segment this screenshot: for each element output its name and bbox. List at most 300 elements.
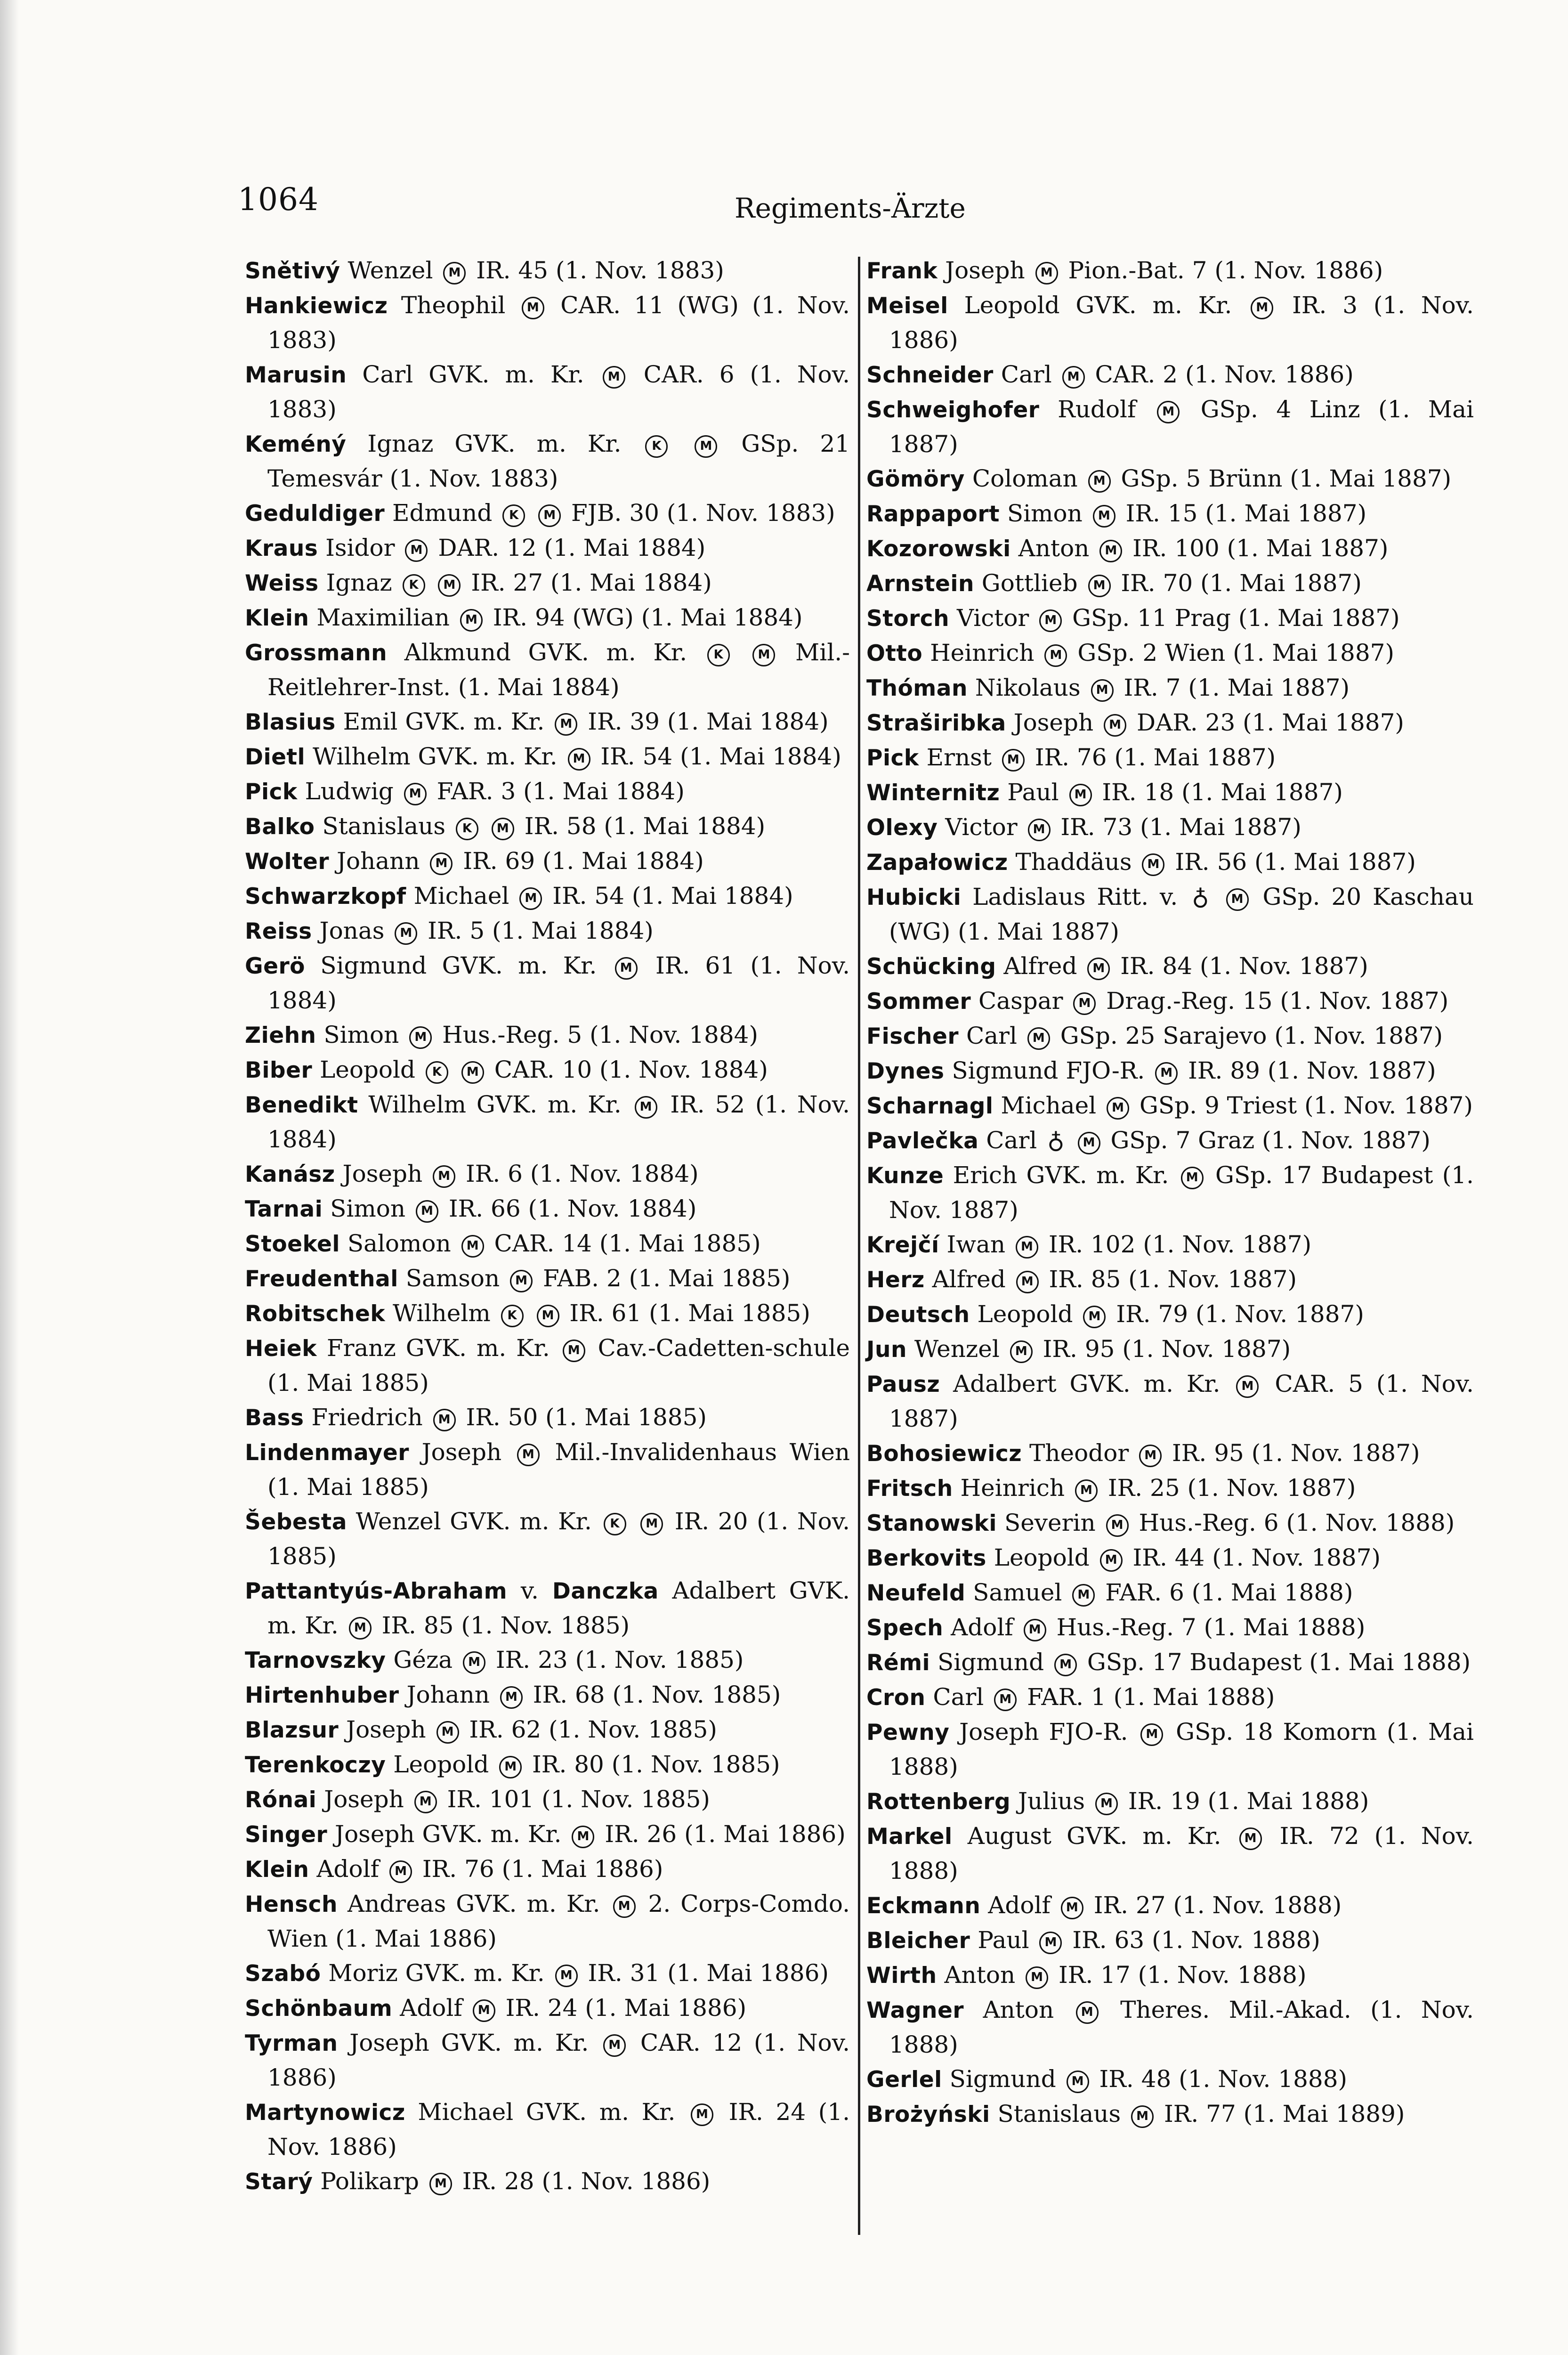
entry-text: Ignaz GVK. m. Kr. — [346, 430, 643, 457]
entry-text: Wenzel GVK. m. Kr. — [347, 1508, 601, 1535]
register-entry — [866, 288, 1474, 357]
surname: Sommer — [866, 989, 971, 1015]
entry-text: GSp. 25 Sarajevo (1. Nov. 1887) — [1052, 1022, 1443, 1049]
surname: Wirth — [866, 1963, 937, 1989]
register-entry — [245, 2026, 850, 2095]
register-entry — [245, 914, 850, 949]
military-merit-icon: M — [517, 1444, 540, 1466]
register-entry — [245, 1435, 850, 1504]
entry-text — [733, 639, 750, 666]
entry-text: IR. 101 (1. Nov. 1885) — [439, 1786, 710, 1813]
register-entry — [245, 1400, 850, 1435]
surname: Benedikt — [245, 1092, 358, 1118]
register-entry — [866, 1332, 1474, 1367]
surname: Wagner — [866, 1998, 964, 2023]
surname: Markel — [866, 1824, 953, 1850]
entry-text — [1067, 1127, 1075, 1154]
register-entry — [866, 1123, 1474, 1158]
surname: Hirtenhuber — [245, 1682, 399, 1708]
entry-text: Adalbert GVK. m. Kr. — [267, 1577, 850, 1639]
entry-text — [428, 569, 436, 596]
entry-text: IR. 23 (1. Nov. 1885) — [488, 1646, 744, 1673]
entry-text: Leopold GVK. m. Kr. — [948, 292, 1248, 319]
entry-text: Ernst — [919, 744, 999, 771]
surname: Weiss — [245, 570, 319, 596]
military-merit-icon: M — [1075, 1479, 1098, 1502]
entry-text: Wenzel — [906, 1335, 1007, 1363]
register-entry — [866, 392, 1474, 462]
entry-text: Adolf — [943, 1614, 1021, 1641]
register-entry — [245, 1643, 850, 1678]
entry-text: FJB. 30 (1. Nov. 1883) — [564, 499, 835, 527]
surname: Pattantyús-Abraham — [245, 1578, 508, 1604]
register-entry — [245, 1574, 850, 1643]
entry-text: Ignaz — [318, 569, 400, 596]
military-merit-icon: M — [613, 1895, 636, 1918]
surname: Kunze — [866, 1163, 944, 1189]
entry-text: IR. 54 (1. Mai 1884) — [545, 882, 793, 910]
entry-text: Heinrich — [953, 1474, 1072, 1502]
military-merit-icon: M — [395, 922, 417, 945]
surname: Neufeld — [866, 1580, 966, 1606]
register-entry — [245, 1053, 850, 1088]
entry-text: Johann — [399, 1681, 497, 1708]
entry-text: Rudolf — [1039, 396, 1155, 423]
entry-text: Paul — [1000, 779, 1067, 806]
military-merit-icon: M — [1062, 366, 1085, 389]
surname: Kozorowski — [866, 536, 1011, 562]
entry-text: IR. 80 (1. Nov. 1885) — [525, 1751, 780, 1778]
register-entry — [245, 635, 850, 705]
military-merit-icon: M — [1002, 749, 1025, 771]
military-merit-icon: M — [1026, 1966, 1048, 1989]
register-entry — [245, 1956, 850, 1991]
entry-text: Alfred — [996, 952, 1085, 980]
entry-text: Victor — [949, 604, 1037, 632]
entry-text: FAR. 6 (1. Mai 1888) — [1098, 1579, 1353, 1606]
surname: Freudenthal — [245, 1266, 398, 1292]
register-entry — [866, 1888, 1474, 1923]
entry-text: Wilhelm — [385, 1299, 498, 1327]
surname: Bleicher — [866, 1928, 970, 1954]
left-column — [245, 253, 850, 2199]
entry-text: IR. 72 (1. Nov. 1888) — [889, 1822, 1474, 1884]
entry-text: Leopold — [386, 1751, 497, 1778]
register-entry — [866, 1645, 1474, 1680]
entry-text: DAR. 12 (1. Mai 1884) — [430, 534, 706, 561]
military-merit-icon: M — [436, 1721, 459, 1744]
entry-text: Mil.-Invalidenhaus Wien (1. Mai 1885) — [267, 1438, 850, 1501]
entry-text: Isidor — [318, 534, 403, 561]
entry-text: Anton — [937, 1961, 1023, 1989]
entry-text: GSp. 11 Prag (1. Mai 1887) — [1065, 604, 1400, 632]
entry-text: Joseph — [409, 1438, 514, 1466]
surname: Balko — [245, 814, 315, 840]
register-entry — [866, 1367, 1474, 1436]
surname: Pavlečka — [866, 1128, 979, 1154]
war-decoration-icon: K — [501, 1305, 524, 1327]
surname: Schweighofer — [866, 397, 1040, 423]
surname: Meisel — [866, 293, 948, 319]
surname: Gerö — [245, 953, 305, 979]
entry-text: IR. 85 (1. Nov. 1887) — [1041, 1266, 1297, 1293]
surname: Robitschek — [245, 1301, 386, 1327]
register-entry — [245, 357, 850, 427]
military-merit-icon: M — [1087, 958, 1110, 980]
register-entry — [245, 1504, 850, 1574]
military-merit-icon: M — [1099, 540, 1122, 562]
entry-text: Anton — [1010, 535, 1097, 562]
register-entry — [866, 462, 1474, 496]
surname: Pewny — [866, 1720, 950, 1746]
war-decoration-icon: K — [707, 644, 730, 666]
register-entry — [866, 1297, 1474, 1332]
register-entry — [866, 810, 1474, 845]
register-entry — [866, 601, 1474, 636]
entry-text: IR. 26 (1. Mai 1886) — [597, 1820, 846, 1848]
military-merit-icon: M — [1061, 1897, 1083, 1919]
entry-text: Sigmund — [942, 2065, 1064, 2093]
register-entry — [245, 566, 850, 601]
war-decoration-icon: K — [426, 1061, 448, 1084]
entry-text: Joseph — [938, 257, 1033, 284]
surname: Brożyński — [866, 2102, 990, 2128]
military-merit-icon: M — [461, 1061, 484, 1084]
entry-text: Theodor — [1022, 1439, 1137, 1467]
military-merit-icon: M — [1131, 2105, 1154, 2128]
entry-text: IR. 3 (1. Nov. 1886) — [889, 292, 1474, 354]
entry-text: Moriz GVK. m. Kr. — [321, 1959, 552, 1987]
register-entry — [866, 496, 1474, 531]
entry-text: IR. 39 (1. Mai 1884) — [580, 708, 829, 735]
register-entry — [866, 1506, 1474, 1541]
entry-text: IR. 31 (1. Mai 1886) — [580, 1959, 829, 1987]
military-merit-icon: M — [537, 1305, 559, 1327]
register-entry — [245, 1713, 850, 1747]
entry-text: Ludwig — [297, 778, 401, 805]
surname: Martynowicz — [245, 2100, 405, 2126]
entry-text: IR. 25 (1. Nov. 1887) — [1100, 1474, 1356, 1502]
entry-text: Michael — [993, 1092, 1104, 1119]
entry-text: IR. 73 (1. Mai 1887) — [1053, 813, 1301, 841]
entry-text: Cav.-Cadetten-schule (1. Mai 1885) — [267, 1334, 850, 1397]
entry-text: GSp. 17 Budapest (1. Nov. 1887) — [889, 1161, 1474, 1224]
surname: Schneider — [866, 362, 994, 388]
entry-text: Wenzel — [340, 257, 441, 284]
military-merit-icon: M — [603, 2034, 626, 2057]
entry-text: Salomon — [339, 1230, 459, 1257]
military-merit-icon: M — [1139, 1445, 1162, 1467]
entry-text: Leopold — [312, 1056, 423, 1083]
entry-text — [451, 1056, 459, 1083]
entry-text: Pion.-Bat. 7 (1. Nov. 1886) — [1060, 257, 1383, 284]
surname: Jun — [866, 1337, 907, 1363]
entry-text: Nikolaus — [967, 674, 1088, 701]
entry-text — [1212, 883, 1223, 910]
military-merit-icon: M — [389, 1860, 412, 1883]
war-decoration-icon: K — [403, 574, 425, 597]
register-entry — [866, 1227, 1474, 1262]
entry-text: Adolf — [980, 1892, 1058, 1919]
surname: Marusin — [245, 362, 347, 388]
surname: Gerlel — [866, 2067, 942, 2093]
entry-text: Michael — [406, 882, 517, 910]
surname: Straširibka — [866, 710, 1006, 736]
entry-text: Joseph FJO-R. — [949, 1718, 1138, 1746]
entry-text: Hus.-Reg. 6 (1. Nov. 1888) — [1131, 1509, 1455, 1536]
entry-text: IR. 70 (1. Mai 1887) — [1113, 569, 1362, 597]
surname: Schwarzkopf — [245, 884, 406, 910]
entry-text: IR. 62 (1. Nov. 1885) — [461, 1716, 717, 1743]
register-entry — [866, 1958, 1474, 1993]
entry-text: IR. 102 (1. Nov. 1887) — [1041, 1231, 1312, 1258]
military-merit-icon: M — [510, 1270, 533, 1292]
entry-text: IR. 5 (1. Mai 1884) — [420, 917, 654, 944]
surname: Klein — [245, 605, 309, 631]
surname: Ziehn — [245, 1023, 316, 1048]
entry-text: IR. 24 (1. Nov. 1886) — [267, 2098, 850, 2160]
register-entry — [866, 1610, 1474, 1645]
register-entry — [245, 1088, 850, 1157]
military-merit-icon: M — [473, 1999, 495, 2022]
military-merit-icon: M — [615, 957, 638, 980]
military-merit-icon: M — [1054, 1654, 1077, 1676]
surname: Bohosiewicz — [866, 1441, 1022, 1467]
military-merit-icon: M — [1083, 1306, 1106, 1328]
surname: Spech — [866, 1615, 944, 1641]
register-entry — [866, 880, 1474, 949]
military-merit-icon: M — [492, 818, 514, 840]
entry-text: FAR. 1 (1. Mai 1888) — [1019, 1683, 1275, 1711]
military-merit-icon: M — [349, 1617, 372, 1640]
military-merit-icon: M — [1088, 575, 1111, 597]
entry-text: Gottlieb — [974, 569, 1085, 597]
register-entry — [866, 566, 1474, 601]
surname: Schücking — [866, 954, 996, 980]
military-merit-icon: M — [555, 713, 577, 736]
entry-text: Simon — [1000, 500, 1090, 527]
register-entry — [245, 253, 850, 288]
military-merit-icon: M — [568, 748, 590, 771]
register-entry — [245, 774, 850, 809]
military-merit-icon: M — [416, 1200, 438, 1223]
entry-text: FAB. 2 (1. Mai 1885) — [535, 1265, 791, 1292]
military-merit-icon: M — [460, 609, 483, 632]
military-merit-icon: M — [691, 2103, 713, 2126]
register-entry — [866, 1471, 1474, 1506]
military-merit-icon: M — [1100, 1549, 1123, 1572]
entry-text: Samuel — [965, 1579, 1070, 1606]
military-merit-icon: M — [1073, 992, 1096, 1015]
register-entry — [866, 2097, 1474, 2132]
entry-text: IR. 24 (1. Mai 1886) — [498, 1994, 747, 2022]
register-entry — [245, 1678, 850, 1713]
entry-text: IR. 28 (1. Nov. 1886) — [454, 2168, 711, 2195]
military-merit-icon: M — [1076, 2001, 1099, 2024]
register-entry — [245, 1192, 850, 1226]
surname: Klein — [245, 1857, 309, 1883]
entry-text: IR. 45 (1. Nov. 1883) — [469, 257, 724, 284]
surname: Krejčí — [866, 1232, 939, 1258]
entry-text: IR. 94 (WG) (1. Mai 1884) — [485, 604, 803, 631]
entry-text: Severin — [997, 1509, 1103, 1536]
register-entry — [866, 2062, 1474, 2097]
register-entry — [245, 2095, 850, 2164]
entry-text — [671, 430, 692, 457]
register-entry — [866, 740, 1474, 775]
entry-text: Maximilian — [309, 604, 457, 631]
register-entry — [245, 1782, 850, 1817]
entry-text: Carl — [925, 1683, 992, 1711]
entry-text: CAR. 2 (1. Nov. 1886) — [1087, 361, 1354, 388]
military-merit-icon: M — [414, 1791, 437, 1813]
entry-text: Simon — [323, 1195, 413, 1222]
register-entry — [245, 1226, 850, 1261]
entry-text: IR. 63 (1. Nov. 1888) — [1065, 1926, 1320, 1954]
military-merit-icon: M — [572, 1826, 594, 1848]
register-entry — [245, 1991, 850, 2026]
military-merit-icon: M — [1067, 2071, 1089, 2093]
entry-text: Adolf — [392, 1994, 470, 2022]
military-merit-icon: M — [522, 297, 544, 319]
surname: Hensch — [245, 1892, 338, 1917]
entry-text: Sigmund GVK. m. Kr. — [305, 952, 612, 979]
military-merit-icon: M — [404, 783, 427, 805]
surname: Tarnovszky — [245, 1648, 386, 1673]
entry-text: IR. 19 (1. Mai 1888) — [1120, 1787, 1369, 1815]
register-entry — [245, 427, 850, 496]
military-merit-icon: M — [1044, 644, 1067, 667]
register-entry — [866, 1158, 1474, 1227]
register-entry — [245, 809, 850, 844]
entry-text: IR. 18 (1. Mai 1887) — [1094, 779, 1343, 806]
register-entry — [866, 1436, 1474, 1471]
surname: Kraus — [245, 536, 318, 561]
military-merit-icon: M — [1078, 1132, 1100, 1154]
entry-text: GSp. 17 Budapest (1. Mai 1888) — [1080, 1648, 1471, 1676]
military-merit-icon: M — [1069, 784, 1092, 806]
register-entry — [866, 253, 1474, 288]
military-merit-icon: M — [1039, 609, 1062, 632]
entry-text: Caspar — [971, 987, 1071, 1015]
military-merit-icon: M — [433, 1409, 456, 1431]
entry-text: Edmund — [385, 499, 500, 527]
entry-text: v. — [507, 1577, 552, 1604]
entry-text: Victor — [938, 813, 1025, 841]
register-entry — [866, 775, 1474, 810]
entry-text: Stanislaus — [315, 812, 453, 840]
entry-text: IR. 95 (1. Nov. 1887) — [1164, 1439, 1420, 1467]
entry-text: Erich GVK. m. Kr. — [944, 1161, 1178, 1189]
entry-text: DAR. 23 (1. Mai 1887) — [1129, 709, 1404, 736]
surname: Otto — [866, 641, 923, 666]
entry-text: Emil GVK. m. Kr. — [335, 708, 552, 735]
military-merit-icon: M — [1106, 1514, 1129, 1537]
register-entry — [866, 1575, 1474, 1610]
military-merit-icon: M — [1093, 505, 1115, 528]
surname: Šebesta — [245, 1509, 347, 1535]
entry-text: IR. 15 (1. Mai 1887) — [1118, 500, 1367, 527]
entry-text: Carl — [993, 361, 1059, 388]
register-entry — [866, 1819, 1474, 1888]
entry-text: Michael GVK. m. Kr. — [405, 2098, 688, 2126]
entry-text — [629, 1508, 638, 1535]
register-entry — [866, 706, 1474, 740]
entry-text: GSp. 2 Wien (1. Mai 1887) — [1070, 639, 1394, 666]
entry-text: IR. 68 (1. Nov. 1885) — [525, 1681, 781, 1708]
military-merit-icon: M — [1035, 262, 1058, 284]
entry-text — [526, 1299, 534, 1327]
register-entry — [866, 1054, 1474, 1088]
register-entry — [866, 1715, 1474, 1784]
entry-text: IR. 27 (1. Nov. 1888) — [1086, 1892, 1342, 1919]
register-entry — [245, 879, 850, 914]
order-cross-icon: ♁ — [1047, 1127, 1065, 1154]
surname: Fischer — [866, 1023, 959, 1049]
military-merit-icon: M — [499, 1756, 522, 1778]
military-merit-icon: M — [1016, 1236, 1038, 1259]
surname: Dynes — [866, 1058, 945, 1084]
entry-text: IR. 56 (1. Mai 1887) — [1167, 848, 1416, 876]
entry-text: Carl — [959, 1022, 1025, 1049]
entry-text: Theophil — [388, 292, 519, 319]
surname: Starý — [245, 2169, 313, 2195]
entry-text: Hus.-Reg. 5 (1. Nov. 1884) — [435, 1021, 758, 1048]
register-entry — [245, 1852, 850, 1887]
column-divider — [858, 257, 860, 2235]
entry-text: Stanislaus — [990, 2100, 1129, 2128]
military-merit-icon: M — [635, 1096, 657, 1119]
entry-text: IR. 48 (1. Nov. 1888) — [1091, 2065, 1348, 2093]
entry-text: FAR. 3 (1. Mai 1884) — [429, 778, 685, 805]
surname: Rottenberg — [866, 1789, 1011, 1815]
entry-text: Joseph — [339, 1716, 434, 1743]
surname: Tarnai — [245, 1196, 323, 1222]
entry-text: IR. 89 (1. Nov. 1887) — [1180, 1057, 1436, 1084]
military-merit-icon: M — [1027, 1027, 1050, 1050]
military-merit-icon: M — [443, 262, 466, 284]
register-entry — [866, 531, 1474, 566]
entry-text: GSp. 20 Kaschau (WG) (1. Mai 1887) — [889, 883, 1474, 945]
register-entry — [245, 705, 850, 739]
military-merit-icon: M — [752, 644, 775, 666]
entry-text: Anton — [964, 1996, 1073, 2023]
page-number: 1064 — [238, 181, 319, 218]
entry-text: CAR. 5 (1. Nov. 1887) — [889, 1370, 1474, 1432]
entry-text: IR. 61 (1. Nov. 1884) — [267, 952, 850, 1014]
entry-text: Johann — [329, 847, 428, 875]
war-decoration-icon: K — [645, 435, 668, 458]
register-entry — [245, 2164, 850, 2199]
surname: Rónai — [245, 1787, 317, 1813]
entry-text: CAR. 14 (1. Mai 1885) — [486, 1230, 761, 1257]
register-entry — [245, 1018, 850, 1053]
military-merit-icon: M — [695, 435, 717, 458]
register-entry — [866, 636, 1474, 671]
entry-text — [481, 812, 489, 840]
entry-text: Joseph — [335, 1160, 430, 1187]
register-entry — [866, 1088, 1474, 1123]
entry-text: Alfred — [924, 1266, 1013, 1293]
military-merit-icon: M — [1239, 1827, 1262, 1850]
surname: Herz — [866, 1267, 925, 1293]
surname: Olexy — [866, 815, 938, 841]
war-decoration-icon: K — [502, 504, 525, 527]
military-merit-icon: M — [463, 1651, 485, 1674]
military-merit-icon: M — [1024, 1619, 1046, 1641]
surname: Cron — [866, 1685, 926, 1711]
military-merit-icon: M — [1157, 401, 1180, 423]
